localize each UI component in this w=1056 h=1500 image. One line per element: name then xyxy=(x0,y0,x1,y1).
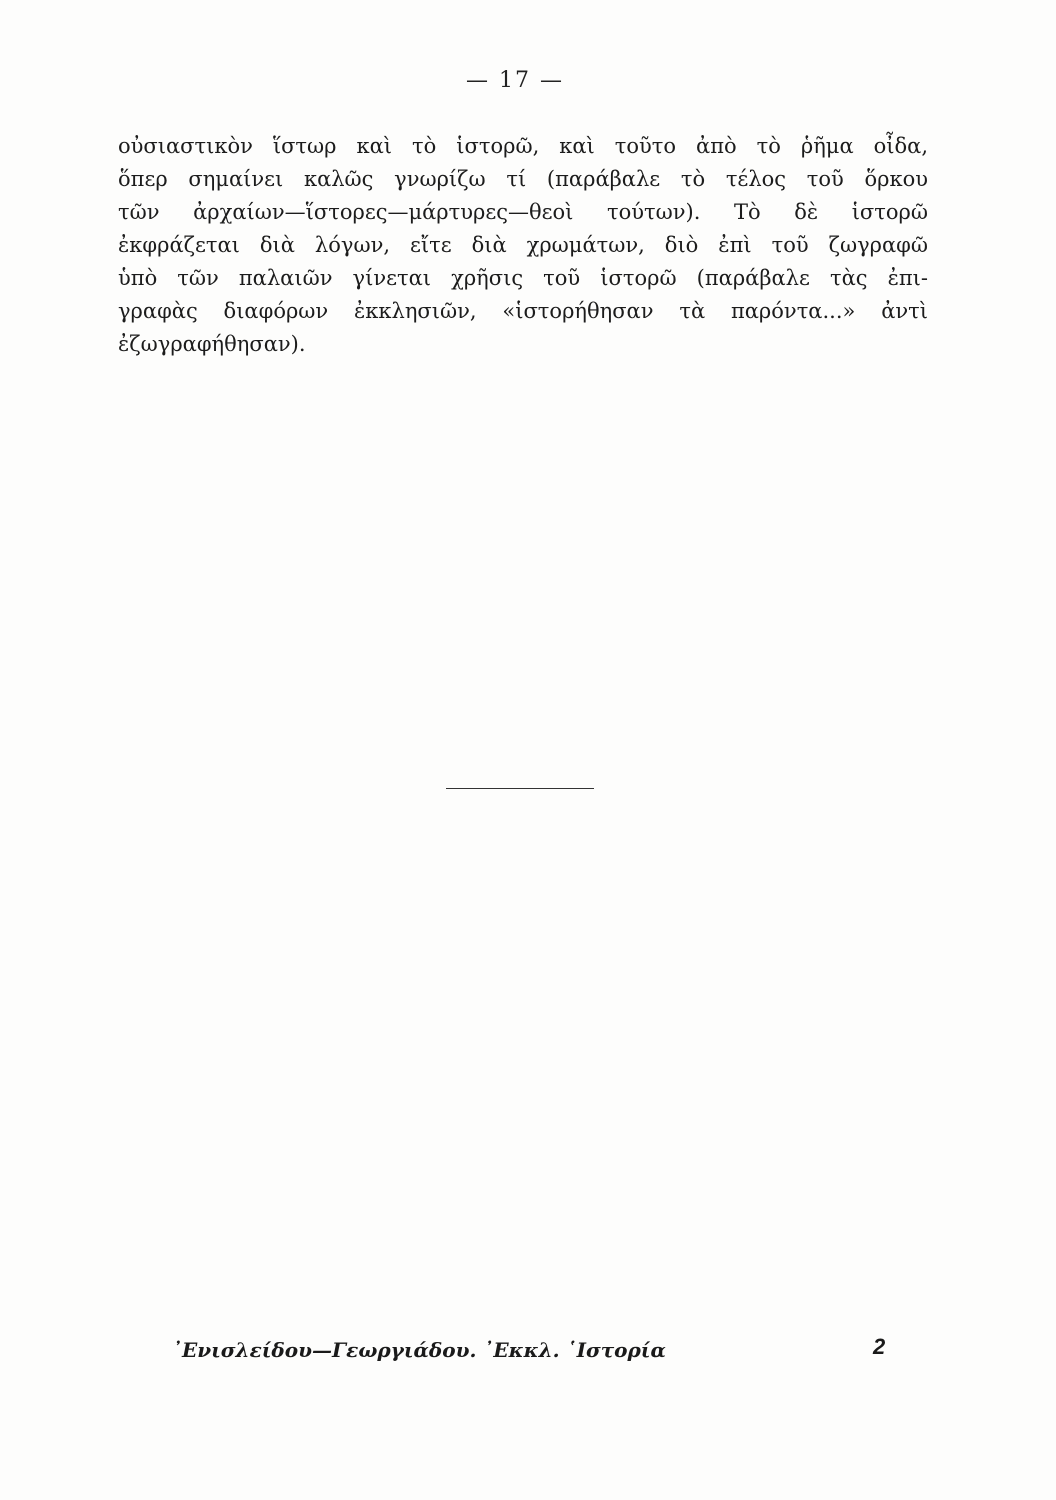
page-number: — 17 — xyxy=(466,68,564,93)
body-line: ὑπὸ τῶν παλαιῶν γίνεται χρῆσις τοῦ ἱστορῶ (παράβαλε τὰς ἐπι- xyxy=(118,266,928,290)
body-line: ὅπερ σημαίνει καλῶς γνωρίζω τί (παράβαλε τὸ τέλος τοῦ ὅρκου xyxy=(118,167,928,191)
footer-signature-mark: 2 xyxy=(873,1334,886,1359)
body-line: τῶν ἀρχαίων—ἵστορες—μάρτυρες—θεοὶ τούτων). Τὸ δὲ ἱστορῶ xyxy=(118,200,928,224)
footer-book-title: ᾿Ενισλείδου—Γεωργιάδου. ᾿Εκκλ. ῾Ιστορία xyxy=(172,1338,666,1362)
section-divider xyxy=(446,788,594,789)
body-line: ἐζωγραφήθησαν). xyxy=(118,332,306,356)
body-line: γραφὰς διαφόρων ἐκκλησιῶν, «ἱστορήθησαν τὰ παρόντα...» ἀντὶ xyxy=(118,299,928,323)
body-paragraph xyxy=(118,130,928,361)
body-line: οὐσιαστικὸν ἵστωρ καὶ τὸ ἱστορῶ, καὶ τοῦτο ἀπὸ τὸ ῥῆμα οἶδα, xyxy=(118,134,928,158)
body-line: ἐκφράζεται διὰ λόγων, εἴτε διὰ χρωμάτων, διὸ ἐπὶ τοῦ ζωγραφῶ xyxy=(118,233,928,257)
